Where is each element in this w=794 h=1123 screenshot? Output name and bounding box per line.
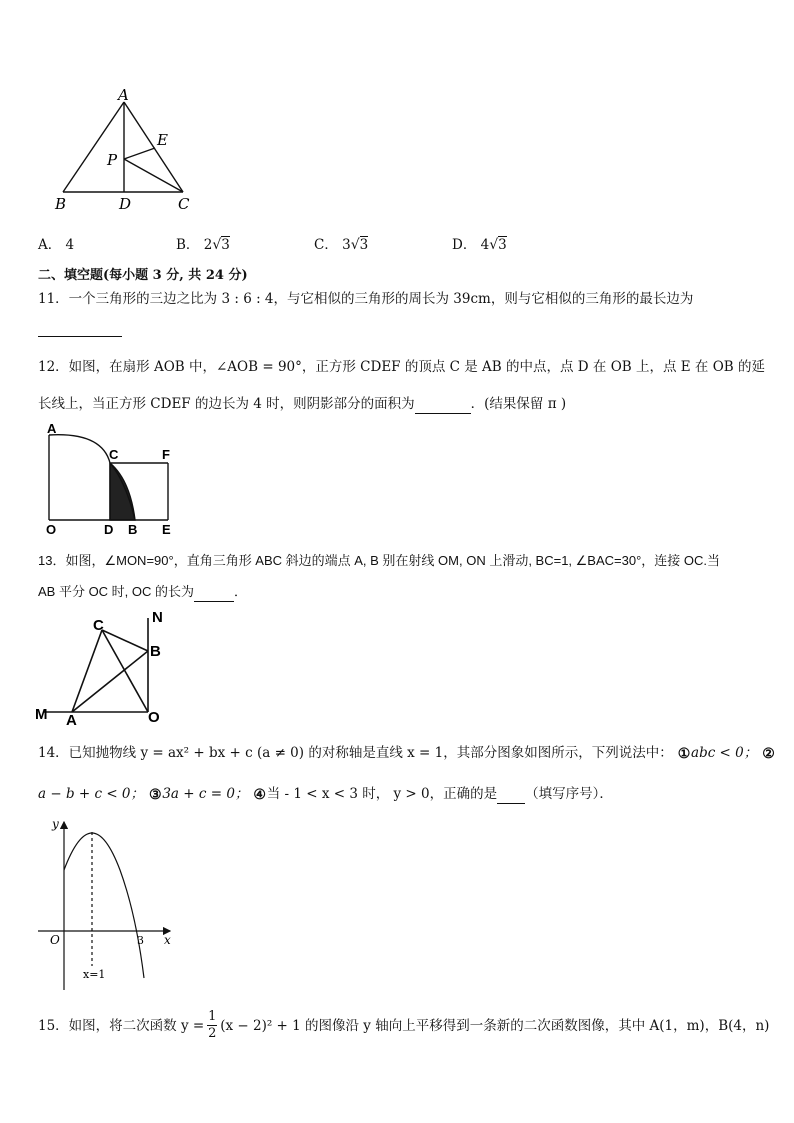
label-B: B — [55, 195, 67, 213]
statement-3-marker: ③ — [149, 786, 162, 803]
choice-b-rad: 3 — [221, 237, 230, 253]
q11-line1: 11．一个三角形的三边之比为 3 : 6 : 4，与它相似的三角形的周长为 39cm，则与它相似的三角形的最长边为 — [38, 291, 694, 307]
label-O: O — [50, 933, 60, 947]
section-title: 二、填空题(每小题 3 分, 共 24 分) — [38, 268, 248, 283]
label-F: F — [162, 447, 170, 462]
fraction-den: 2 — [208, 1026, 217, 1041]
q15-line1 — [38, 1009, 769, 1042]
choice-d — [452, 233, 507, 253]
choice-b — [176, 233, 230, 253]
shaded-region — [110, 463, 135, 520]
label-C: C — [93, 617, 104, 634]
statement-4-text: 当 - 1 < x < 3 时， y > 0，正确的是 — [266, 786, 498, 802]
choice-b-letter: B． — [176, 237, 200, 253]
q13-answer-blank[interactable] — [194, 587, 234, 602]
q14-line2-tail: （填写序号）． — [525, 786, 613, 802]
label-O: O — [46, 522, 57, 537]
q13-line1: 13．如图，∠MON=90°，直角三角形 ABC 斜边的端点 A, B 别在射线 OM, ON 上滑动, BC=1, ∠BAC=30°，连接 OC.当 — [38, 553, 721, 568]
sqrt-icon: √ — [350, 237, 360, 253]
seg-oc — [102, 630, 148, 712]
statement-2-marker: ② — [762, 745, 775, 762]
q14-line2 — [38, 784, 613, 804]
label-A: A — [118, 88, 129, 104]
fraction-num: 1 — [208, 1009, 217, 1024]
q10-figure — [50, 88, 200, 218]
q11-answer-blank[interactable] — [38, 322, 122, 337]
choice-a — [38, 233, 74, 253]
choice-d-letter: D． — [452, 237, 477, 253]
q13-figure — [34, 608, 174, 726]
choice-a-letter: A． — [38, 237, 62, 253]
q14-line1 — [38, 743, 776, 763]
q13-line2 — [38, 582, 247, 602]
sqrt-icon: √ — [212, 237, 222, 253]
sqrt-icon: √ — [489, 237, 499, 253]
choice-d-coef: 4 — [480, 237, 490, 253]
label-D: D — [104, 522, 114, 537]
label-y: y — [52, 817, 59, 831]
label-C: C — [109, 447, 119, 462]
q15-suffix: (x − 2)² + 1 的图像沿 y 轴向上平移得到一条新的二次函数图像，其中 A(1，m)，B(4，n) — [220, 1017, 770, 1034]
q14-answer-blank[interactable] — [497, 789, 525, 804]
q12-line2-tail: ．(结果保留 π ) — [470, 396, 567, 412]
label-B: B — [128, 522, 138, 537]
q15-prefix: 15．如图，将二次函数 y = — [38, 1017, 205, 1034]
q14-line1-text: 14．已知抛物线 y = ax² + bx + c (a ≠ 0) 的对称轴是直线 x = 1，其部分图象如图所示，下列说法中： — [38, 745, 673, 761]
q14-figure — [36, 814, 186, 994]
q12-line1: 12．如图，在扇形 AOB 中，∠AOB = 90°，正方形 CDEF 的顶点 C 是 AB 的中点，点 D 在 OB 上，点 E 在 OB 的延 — [38, 359, 765, 375]
parabola-curve — [64, 833, 144, 978]
fraction — [207, 1009, 217, 1042]
label-N: N — [152, 609, 163, 626]
statement-1-text: abc < 0； — [691, 745, 758, 761]
label-O: O — [148, 709, 160, 726]
choice-d-rad: 3 — [498, 237, 507, 253]
label-A: A — [47, 421, 57, 436]
q13-line2-tail: ． — [234, 584, 248, 599]
label-M: M — [35, 706, 48, 723]
seg-pc — [124, 159, 183, 192]
q12-figure — [40, 420, 185, 538]
statement-1-marker: ① — [677, 745, 691, 762]
label-P: P — [107, 151, 118, 169]
q12-answer-blank[interactable] — [415, 399, 471, 414]
choice-c-coef: 3 — [342, 237, 351, 253]
seg-pe — [124, 148, 155, 159]
side-ac — [124, 102, 183, 192]
q12-line2-text: 长线上，当正方形 CDEF 的边长为 4 时，则阴影部分的面积为 — [38, 396, 415, 412]
q12-line2 — [38, 394, 566, 414]
label-3: 3 — [137, 934, 144, 947]
label-E: E — [157, 131, 168, 149]
choice-b-coef: 2 — [203, 237, 213, 253]
label-A: A — [66, 712, 77, 726]
q13-line2-text: AB 平分 OC 时, OC 的长为 — [38, 584, 195, 599]
statement-3-text: 3a + c = 0； — [162, 786, 249, 802]
label-C: C — [178, 195, 190, 213]
statement-2-text: a − b + c < 0； — [38, 786, 145, 802]
label-D: D — [119, 195, 132, 213]
choice-c — [314, 233, 368, 253]
choice-c-rad: 3 — [359, 237, 369, 253]
choice-c-letter: C． — [314, 237, 338, 253]
label-E: E — [162, 522, 171, 537]
label-axis: x=1 — [83, 968, 106, 981]
statement-4-marker: ④ — [253, 786, 266, 803]
label-B: B — [150, 643, 161, 660]
choice-a-value: 4 — [65, 237, 75, 253]
label-x: x — [164, 933, 171, 947]
seg-cb — [102, 630, 148, 651]
side-ab — [63, 102, 124, 192]
